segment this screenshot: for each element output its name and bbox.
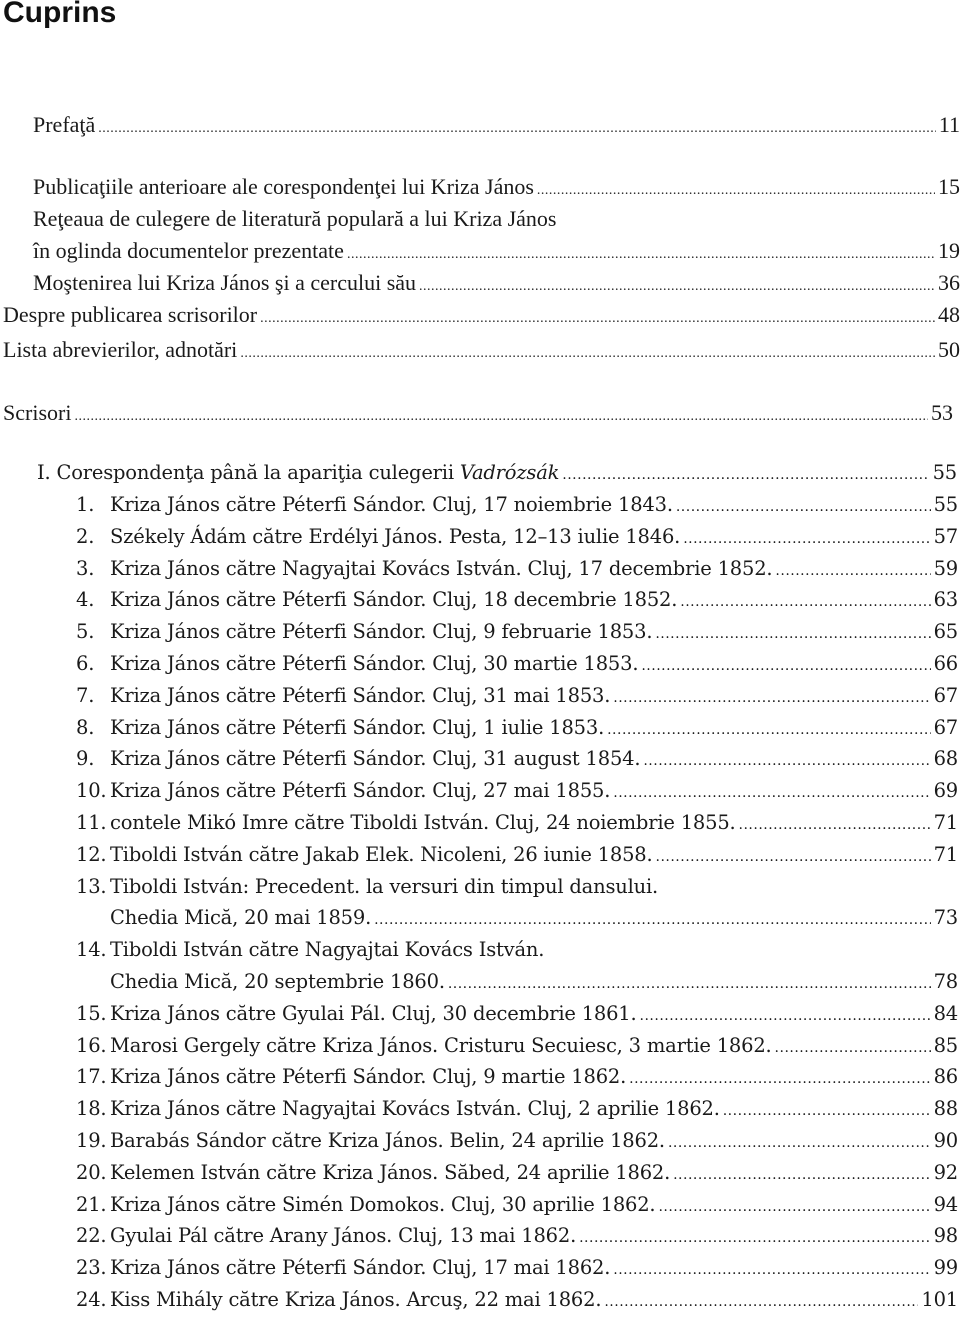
toc-entry-text: Lista abrevierilor, adnotări <box>3 337 238 362</box>
section-prefix: I. Corespondenţa până la apariţia culegerii <box>37 461 460 484</box>
toc-letter-entry[interactable] <box>76 1000 958 1028</box>
toc-page-number: 73 <box>933 906 958 930</box>
toc-letter-text: Kriza János către Péterfi Sándor. Cluj, 31 august 1854. <box>110 747 641 771</box>
toc-letter-entry[interactable] <box>76 1127 958 1155</box>
leader-dots <box>723 1095 931 1125</box>
toc-letter-text: Kriza János către Nagyajtai Kovács István. Cluj, 17 decembrie 1852. <box>110 556 773 580</box>
leader-dots <box>448 968 931 998</box>
leader-dots <box>419 269 935 301</box>
toc-letter-entry[interactable] <box>76 714 958 742</box>
toc-letter-entry[interactable] <box>76 1222 958 1250</box>
toc-page-number: 59 <box>933 556 958 580</box>
leader-dots <box>240 336 935 368</box>
toc-letter-number: 13. <box>76 874 107 898</box>
toc-entry-despre[interactable] <box>3 301 960 329</box>
leader-dots <box>775 1032 931 1062</box>
toc-letter-first-line <box>76 873 658 901</box>
toc-letter-number: 3. <box>76 556 95 580</box>
toc-page-number: 85 <box>933 1033 958 1057</box>
toc-letter-entry[interactable] <box>76 618 958 646</box>
toc-letter-number: 9. <box>76 747 95 771</box>
toc-letter-number: 18. <box>76 1097 107 1121</box>
toc-letter-entry[interactable] <box>76 1063 958 1091</box>
toc-page-number: 65 <box>933 620 958 644</box>
toc-letter-text: Kriza János către Péterfi Sándor. Cluj, 17 mai 1862. <box>110 1256 611 1280</box>
toc-page-number: 53 <box>931 400 953 425</box>
leader-dots <box>640 1000 931 1030</box>
leader-dots <box>260 301 935 333</box>
toc-page-number: 55 <box>932 461 957 484</box>
toc-letter-number: 4. <box>76 588 95 612</box>
toc-page-number: 68 <box>933 747 958 771</box>
toc-letter-text: Kriza János către Péterfi Sándor. Cluj, 9 martie 1862. <box>110 1065 627 1089</box>
toc-letter-entry[interactable] <box>76 650 958 678</box>
toc-letter-entry[interactable] <box>76 682 958 710</box>
toc-letter-entry[interactable] <box>76 1254 958 1282</box>
toc-letter-text: Kiss Mihály către Kriza János. Arcuş, 22 mai 1862. <box>110 1288 602 1311</box>
toc-letter-entry[interactable] <box>76 809 958 837</box>
leader-dots <box>537 173 935 205</box>
toc-letter-entry[interactable] <box>76 523 958 551</box>
section-italic-title: Vadrózsák <box>459 461 560 484</box>
leader-dots <box>98 111 936 143</box>
toc-page-number: 71 <box>933 842 958 866</box>
toc-letter-text: Kriza János către Péterfi Sándor. Cluj, 30 martie 1853. <box>110 652 639 675</box>
toc-letter-entry[interactable] <box>76 841 958 869</box>
toc-letter-entry[interactable] <box>76 904 958 932</box>
toc-letter-text: Kriza János către Gyulai Pál. Cluj, 30 decembrie 1861. <box>110 1001 637 1025</box>
toc-page-number: 88 <box>933 1097 958 1121</box>
toc-letter-entry[interactable] <box>76 1095 958 1123</box>
leader-dots <box>680 586 930 616</box>
toc-letter-text: Kriza János către Nagyajtai Kovács István. Cluj, 2 aprilie 1862. <box>110 1097 720 1121</box>
toc-letter-text: Barabás Sándor către Kriza János. Belin, 24 aprilie 1862. <box>110 1129 665 1152</box>
leader-dots <box>613 777 930 807</box>
toc-letter-number: 2. <box>76 524 95 548</box>
toc-letter-entry[interactable] <box>76 586 958 614</box>
leader-dots <box>739 809 931 839</box>
toc-entry-scrisori[interactable] <box>3 399 953 427</box>
toc-letter-text: Kriza János către Péterfi Sándor. Cluj, 17 noiembrie 1843. <box>110 493 673 516</box>
toc-letter-text: Székely Ádám către Erdélyi János. Pesta, 12–13 iulie 1846. <box>110 524 681 548</box>
toc-entry-text: Reţeaua de culegere de literatură populară a lui Kriza János <box>33 206 557 231</box>
leader-dots <box>629 1063 930 1093</box>
toc-letter-entry[interactable] <box>76 1191 958 1219</box>
toc-page-number: 67 <box>933 715 958 739</box>
toc-page-number: 19 <box>938 238 960 263</box>
toc-letter-text: contele Mikó Imre către Tiboldi István. Cluj, 24 noiembrie 1855. <box>110 811 736 834</box>
toc-letter-number: 16. <box>76 1033 107 1057</box>
leader-dots <box>641 650 930 680</box>
leader-dots <box>668 1127 931 1157</box>
toc-letter-entry[interactable] <box>76 968 958 996</box>
leader-dots <box>658 1191 930 1221</box>
toc-letter-entry[interactable] <box>76 491 958 519</box>
toc-letter-entry[interactable] <box>76 745 958 773</box>
toc-page-number: 63 <box>933 588 958 612</box>
toc-letter-text: Marosi Gergely către Kriza János. Cristuru Secuiesc, 3 martie 1862. <box>110 1033 772 1057</box>
toc-entry-text-continued: în oglinda documentelor prezentate <box>33 238 344 263</box>
toc-page-number: 78 <box>933 970 958 993</box>
leader-dots <box>607 714 930 744</box>
toc-letter-text-continued: Chedia Mică, 20 septembrie 1860. <box>110 970 445 993</box>
toc-page-number: 57 <box>933 524 958 548</box>
toc-letter-entry[interactable] <box>76 555 958 583</box>
toc-letter-number: 24. <box>76 1288 107 1311</box>
toc-letter-number: 15. <box>76 1001 107 1025</box>
toc-letter-entry[interactable] <box>76 1286 958 1314</box>
section-heading <box>37 459 559 487</box>
toc-entry-mostenirea[interactable] <box>33 269 960 297</box>
toc-letter-number: 14. <box>76 938 107 962</box>
leader-dots <box>775 555 930 585</box>
toc-letter-number: 10. <box>76 779 107 803</box>
toc-letter-text: Kriza János către Péterfi Sándor. Cluj, 18 decembrie 1852. <box>110 588 678 612</box>
toc-letter-text: Gyulai Pál către Arany János. Cluj, 13 mai 1862. <box>110 1224 577 1248</box>
toc-letter-entry[interactable] <box>76 777 958 805</box>
leader-dots <box>656 841 931 871</box>
toc-page-number: 11 <box>938 112 960 137</box>
toc-letter-entry[interactable] <box>76 1159 958 1187</box>
toc-page-number: 90 <box>933 1129 958 1152</box>
toc-letter-text: Kriza János către Péterfi Sándor. Cluj, 31 mai 1853. <box>110 683 611 707</box>
toc-entry-text: Publicaţiile anterioare ale corespondenţei lui Kriza János <box>33 174 534 199</box>
toc-letter-number: 1. <box>76 493 95 516</box>
leader-dots <box>374 904 930 934</box>
toc-page-number: 69 <box>933 779 958 803</box>
leader-dots <box>613 1254 930 1284</box>
toc-page-number: 36 <box>938 270 960 295</box>
leader-dots <box>673 1159 930 1189</box>
leader-dots <box>347 237 935 269</box>
toc-page-number: 84 <box>933 1001 958 1025</box>
toc-letter-number: 8. <box>76 715 95 739</box>
toc-page-number: 15 <box>938 174 960 199</box>
toc-page-number: 71 <box>933 811 958 834</box>
toc-letter-text: Kriza János către Péterfi Sándor. Cluj, 27 mai 1855. <box>110 779 611 803</box>
toc-letter-text-continued: Chedia Mică, 20 mai 1859. <box>110 906 372 930</box>
toc-letter-text: Tiboldi István către Nagyajtai Kovács István. <box>110 938 545 962</box>
leader-dots <box>562 459 929 489</box>
toc-letter-number: 20. <box>76 1160 107 1184</box>
toc-page-number: 66 <box>933 652 958 675</box>
toc-letter-number: 11. <box>76 811 107 834</box>
toc-letter-text: Kelemen István către Kriza János. Săbed, 24 aprilie 1862. <box>110 1160 671 1184</box>
toc-letter-text: Tiboldi István: Precedent. la versuri din timpul dansului. <box>110 874 659 898</box>
toc-entry-text: Scrisori <box>3 400 72 425</box>
toc-letter-number: 7. <box>76 683 95 707</box>
toc-letter-text: Kriza János către Péterfi Sándor. Cluj, 9 februarie 1853. <box>110 620 653 644</box>
toc-letter-text: Tiboldi István către Jakab Elek. Nicoleni, 26 iunie 1858. <box>110 842 653 866</box>
leader-dots <box>683 523 930 553</box>
toc-entry-text: Moştenirea lui Kriza János şi a cercului său <box>33 270 417 295</box>
toc-page-number: 92 <box>933 1160 958 1184</box>
toc-letter-number: 5. <box>76 620 95 644</box>
toc-page-number: 50 <box>938 337 960 362</box>
leader-dots <box>604 1286 918 1316</box>
toc-letter-first-line <box>76 936 544 964</box>
toc-entry-reteaua[interactable] <box>33 237 960 265</box>
toc-page-number: 94 <box>933 1192 958 1216</box>
toc-letter-entry[interactable] <box>76 1032 958 1060</box>
toc-letter-number: 6. <box>76 652 95 675</box>
toc-entry-text: Prefaţă <box>33 112 96 137</box>
leader-dots <box>613 682 930 712</box>
toc-letter-number: 19. <box>76 1129 107 1152</box>
toc-entry-text: Despre publicarea scrisorilor <box>3 302 258 327</box>
toc-letter-number: 23. <box>76 1256 107 1280</box>
leader-dots <box>655 618 930 648</box>
leader-dots <box>643 745 930 775</box>
toc-letter-number: 21. <box>76 1192 107 1216</box>
toc-entry-publicatii[interactable] <box>33 173 960 201</box>
toc-entry-prefata[interactable] <box>33 111 960 139</box>
leader-dots <box>676 491 931 521</box>
toc-page-number: 48 <box>938 302 960 327</box>
page-title: Cuprins <box>3 0 117 29</box>
toc-letter-number: 22. <box>76 1224 107 1248</box>
toc-page-number: 98 <box>933 1224 958 1248</box>
toc-letter-number: 17. <box>76 1065 107 1089</box>
toc-letter-number: 12. <box>76 842 107 866</box>
toc-page-number: 67 <box>933 683 958 707</box>
toc-letter-text: Kriza János către Simén Domokos. Cluj, 30 aprilie 1862. <box>110 1192 656 1216</box>
toc-page-number: 55 <box>933 493 958 516</box>
toc-letter-text: Kriza János către Péterfi Sándor. Cluj, 1 iulie 1853. <box>110 715 605 739</box>
toc-page-number: 101 <box>921 1288 958 1311</box>
toc-section-i[interactable] <box>37 459 957 487</box>
leader-dots <box>74 399 928 431</box>
leader-dots <box>579 1222 930 1252</box>
toc-entry-lista[interactable] <box>3 336 960 364</box>
toc-page-number: 86 <box>933 1065 958 1089</box>
toc-page-number: 99 <box>933 1256 958 1280</box>
